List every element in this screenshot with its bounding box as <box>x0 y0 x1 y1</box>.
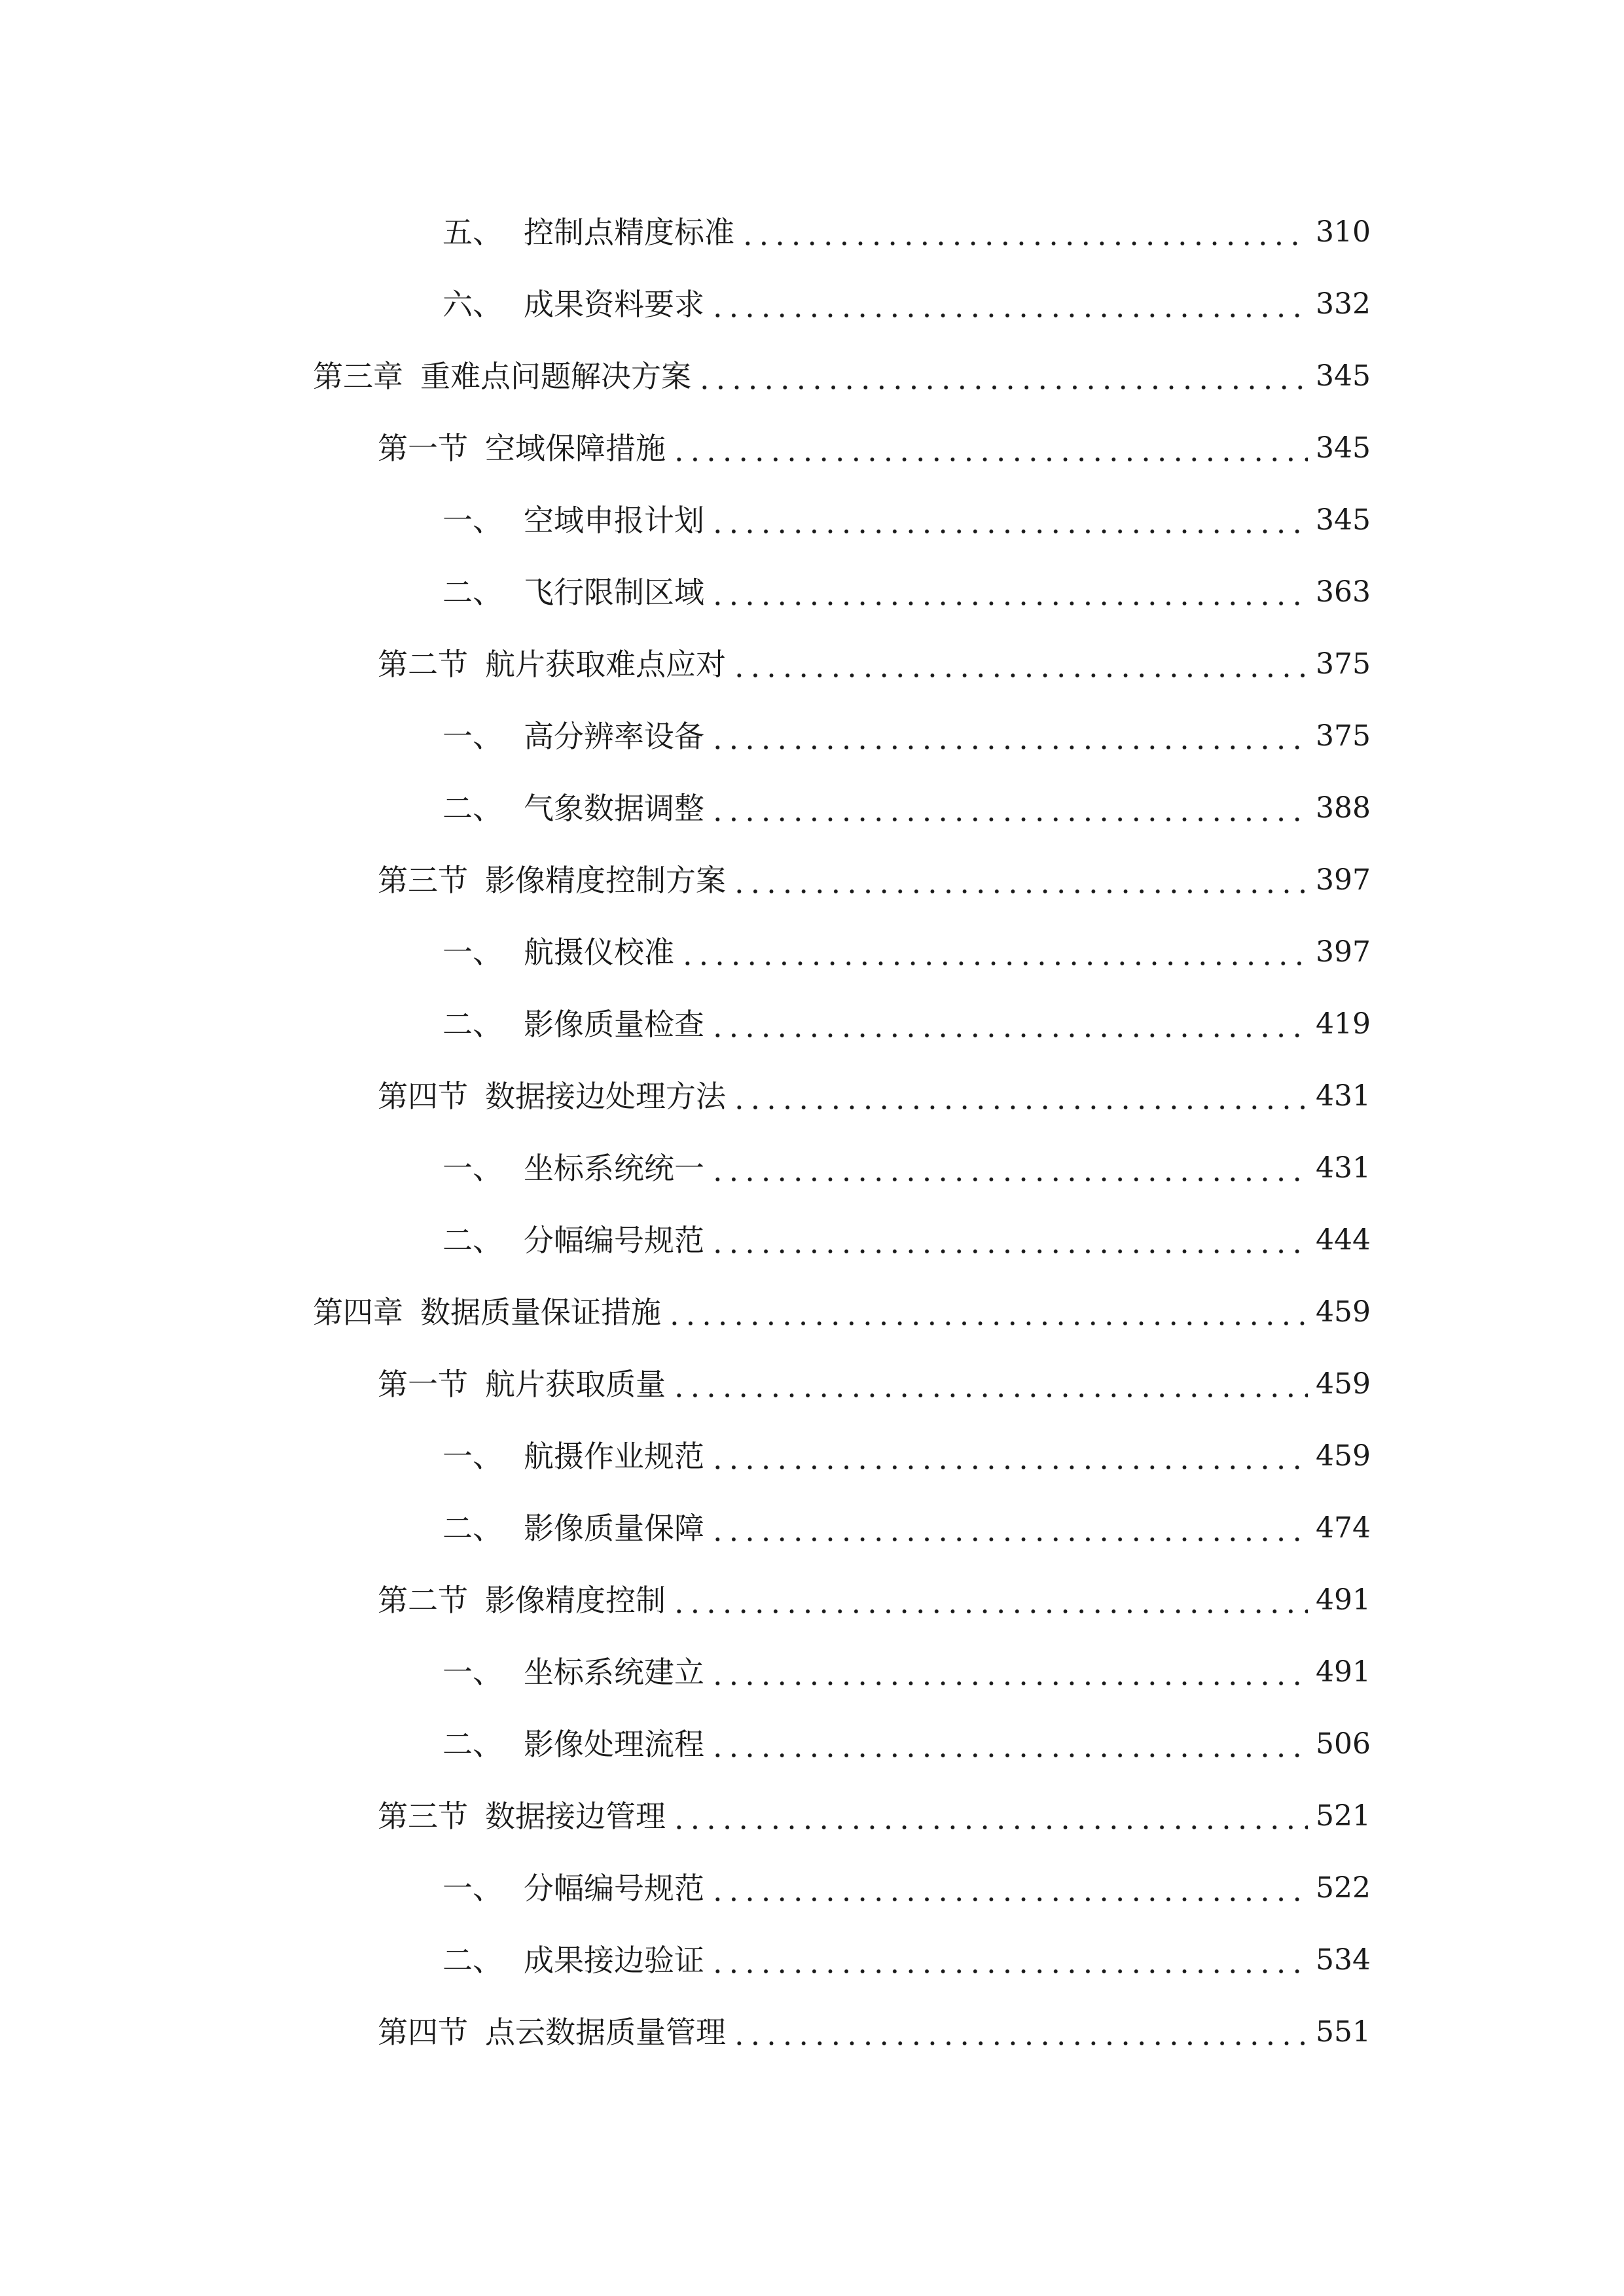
toc-entry-page: 459 <box>1316 1295 1371 1329</box>
toc-entry[interactable] <box>0 628 1624 700</box>
toc-entry[interactable] <box>0 1924 1624 1996</box>
toc-entry-title: 点云数据质量管理 <box>485 2015 726 2050</box>
dot-leader <box>740 217 1308 247</box>
toc-entry-page: 506 <box>1316 1727 1371 1761</box>
toc-entry-page: 345 <box>1316 431 1371 465</box>
toc-entry-title: 成果接边验证 <box>524 1943 704 1978</box>
dot-leader <box>710 1657 1308 1687</box>
toc-entry-number: 六、 <box>442 287 503 322</box>
toc-entry-page: 459 <box>1316 1439 1371 1473</box>
dot-leader <box>671 433 1308 463</box>
toc-entry-title: 数据接边处理方法 <box>485 1079 726 1114</box>
toc-entry[interactable] <box>0 772 1624 844</box>
toc-entry[interactable] <box>0 1420 1624 1492</box>
toc-entry[interactable] <box>0 700 1624 772</box>
toc-entry[interactable] <box>0 268 1624 340</box>
dot-leader <box>710 1225 1308 1255</box>
toc-entry[interactable] <box>0 1492 1624 1564</box>
toc-entry-title: 航片获取质量 <box>485 1367 666 1402</box>
toc-entry-page: 310 <box>1316 215 1371 249</box>
toc-entry-page: 397 <box>1316 935 1371 969</box>
toc-entry-title: 控制点精度标准 <box>524 215 734 250</box>
toc-entry[interactable] <box>0 844 1624 916</box>
toc-entry-title: 影像处理流程 <box>524 1727 704 1762</box>
toc-entry[interactable] <box>0 556 1624 628</box>
dot-leader <box>731 1081 1308 1111</box>
toc-entry-page: 491 <box>1316 1655 1371 1689</box>
toc-entry[interactable] <box>0 412 1624 484</box>
toc-entry-title: 成果资料要求 <box>524 287 704 322</box>
toc-entry-page: 363 <box>1316 575 1371 609</box>
toc-entry-title: 空域申报计划 <box>524 503 704 538</box>
toc-entry[interactable] <box>0 1708 1624 1780</box>
toc-entry[interactable] <box>0 1636 1624 1708</box>
toc-entry-number: 二、 <box>442 575 503 610</box>
toc-entry-page: 419 <box>1316 1007 1371 1041</box>
table-of-contents <box>0 196 1624 2068</box>
toc-entry-page: 474 <box>1316 1511 1371 1545</box>
toc-entry-title: 分幅编号规范 <box>524 1871 704 1906</box>
toc-entry-page: 459 <box>1316 1367 1371 1401</box>
toc-entry-page: 375 <box>1316 719 1371 753</box>
toc-entry-number: 一、 <box>442 719 503 754</box>
dot-leader <box>666 1297 1308 1327</box>
toc-entry-page: 431 <box>1316 1079 1371 1113</box>
toc-entry-number: 一、 <box>442 1151 503 1186</box>
toc-entry[interactable] <box>0 1276 1624 1348</box>
toc-entry[interactable] <box>0 1780 1624 1852</box>
toc-entry-page: 534 <box>1316 1943 1371 1977</box>
toc-entry-title: 影像质量保障 <box>524 1511 704 1546</box>
toc-entry-title: 影像精度控制方案 <box>485 863 726 898</box>
toc-entry-number: 一、 <box>442 1871 503 1906</box>
toc-entry-title: 坐标系统统一 <box>524 1151 704 1186</box>
toc-entry-number: 第四节 <box>378 1079 468 1114</box>
toc-entry-number: 二、 <box>442 1727 503 1762</box>
dot-leader <box>710 1513 1308 1543</box>
toc-entry-page: 345 <box>1316 359 1371 393</box>
toc-entry-number: 二、 <box>442 1007 503 1042</box>
toc-entry-title: 影像精度控制 <box>485 1583 666 1618</box>
dot-leader <box>731 2017 1308 2047</box>
toc-entry-page: 522 <box>1316 1871 1371 1905</box>
toc-entry[interactable] <box>0 916 1624 988</box>
toc-entry-title: 数据接边管理 <box>485 1799 666 1834</box>
toc-entry-page: 332 <box>1316 287 1371 321</box>
toc-entry-page: 444 <box>1316 1223 1371 1257</box>
toc-entry-page: 521 <box>1316 1799 1371 1833</box>
dot-leader <box>731 865 1308 895</box>
toc-entry-number: 二、 <box>442 1943 503 1978</box>
toc-entry-title: 气象数据调整 <box>524 791 704 826</box>
toc-entry[interactable] <box>0 1132 1624 1204</box>
toc-entry[interactable] <box>0 1852 1624 1924</box>
toc-entry-title: 航摄仪校准 <box>524 935 674 970</box>
toc-entry-title: 坐标系统建立 <box>524 1655 704 1690</box>
toc-entry-page: 345 <box>1316 503 1371 537</box>
dot-leader <box>710 289 1308 319</box>
toc-entry-title: 分幅编号规范 <box>524 1223 704 1258</box>
dot-leader <box>696 361 1308 391</box>
toc-entry-number: 一、 <box>442 935 503 970</box>
toc-entry[interactable] <box>0 1348 1624 1420</box>
toc-entry-number: 第三节 <box>378 863 468 898</box>
toc-entry-title: 空域保障措施 <box>485 431 666 466</box>
toc-entry-number: 第一节 <box>378 431 468 466</box>
toc-entry[interactable] <box>0 1564 1624 1636</box>
toc-entry[interactable] <box>0 1060 1624 1132</box>
toc-entry-number: 五、 <box>442 215 503 250</box>
toc-entry-number: 第四章 <box>313 1295 403 1330</box>
dot-leader <box>710 577 1308 607</box>
toc-entry-number: 第一节 <box>378 1367 468 1402</box>
toc-entry-title: 数据质量保证措施 <box>420 1295 661 1330</box>
toc-entry[interactable] <box>0 1996 1624 2068</box>
toc-entry-page: 551 <box>1316 2015 1371 2049</box>
toc-entry[interactable] <box>0 988 1624 1060</box>
toc-entry-number: 第四节 <box>378 2015 468 2050</box>
dot-leader <box>671 1369 1308 1399</box>
dot-leader <box>710 1441 1308 1471</box>
toc-entry[interactable] <box>0 340 1624 412</box>
toc-entry-number: 二、 <box>442 791 503 826</box>
dot-leader <box>710 793 1308 823</box>
toc-entry-page: 397 <box>1316 863 1371 897</box>
dot-leader <box>710 1729 1308 1759</box>
toc-entry-number: 第二节 <box>378 1583 468 1618</box>
toc-entry-number: 一、 <box>442 1655 503 1690</box>
dot-leader <box>710 1945 1308 1975</box>
toc-entry-number: 二、 <box>442 1223 503 1258</box>
toc-entry[interactable] <box>0 484 1624 556</box>
dot-leader <box>710 505 1308 535</box>
toc-entry-title: 重难点问题解决方案 <box>420 359 691 394</box>
toc-entry-number: 二、 <box>442 1511 503 1546</box>
dot-leader <box>671 1585 1308 1615</box>
toc-entry-page: 375 <box>1316 647 1371 681</box>
dot-leader <box>710 721 1308 751</box>
toc-entry[interactable] <box>0 196 1624 268</box>
dot-leader <box>710 1873 1308 1903</box>
toc-entry-page: 431 <box>1316 1151 1371 1185</box>
toc-entry-number: 第三节 <box>378 1799 468 1834</box>
dot-leader <box>671 1801 1308 1831</box>
toc-entry-title: 高分辨率设备 <box>524 719 704 754</box>
dot-leader <box>710 1153 1308 1183</box>
toc-entry-number: 第三章 <box>313 359 403 394</box>
toc-entry-title: 航摄作业规范 <box>524 1439 704 1474</box>
toc-entry-title: 影像质量检查 <box>524 1007 704 1042</box>
toc-entry-title: 飞行限制区域 <box>524 575 704 610</box>
toc-entry-number: 一、 <box>442 503 503 538</box>
toc-entry-title: 航片获取难点应对 <box>485 647 726 682</box>
toc-entry[interactable] <box>0 1204 1624 1276</box>
dot-leader <box>731 649 1308 679</box>
toc-entry-number: 一、 <box>442 1439 503 1474</box>
dot-leader <box>710 1009 1308 1039</box>
toc-entry-number: 第二节 <box>378 647 468 682</box>
toc-entry-page: 491 <box>1316 1583 1371 1617</box>
toc-entry-page: 388 <box>1316 791 1371 825</box>
dot-leader <box>679 937 1308 967</box>
